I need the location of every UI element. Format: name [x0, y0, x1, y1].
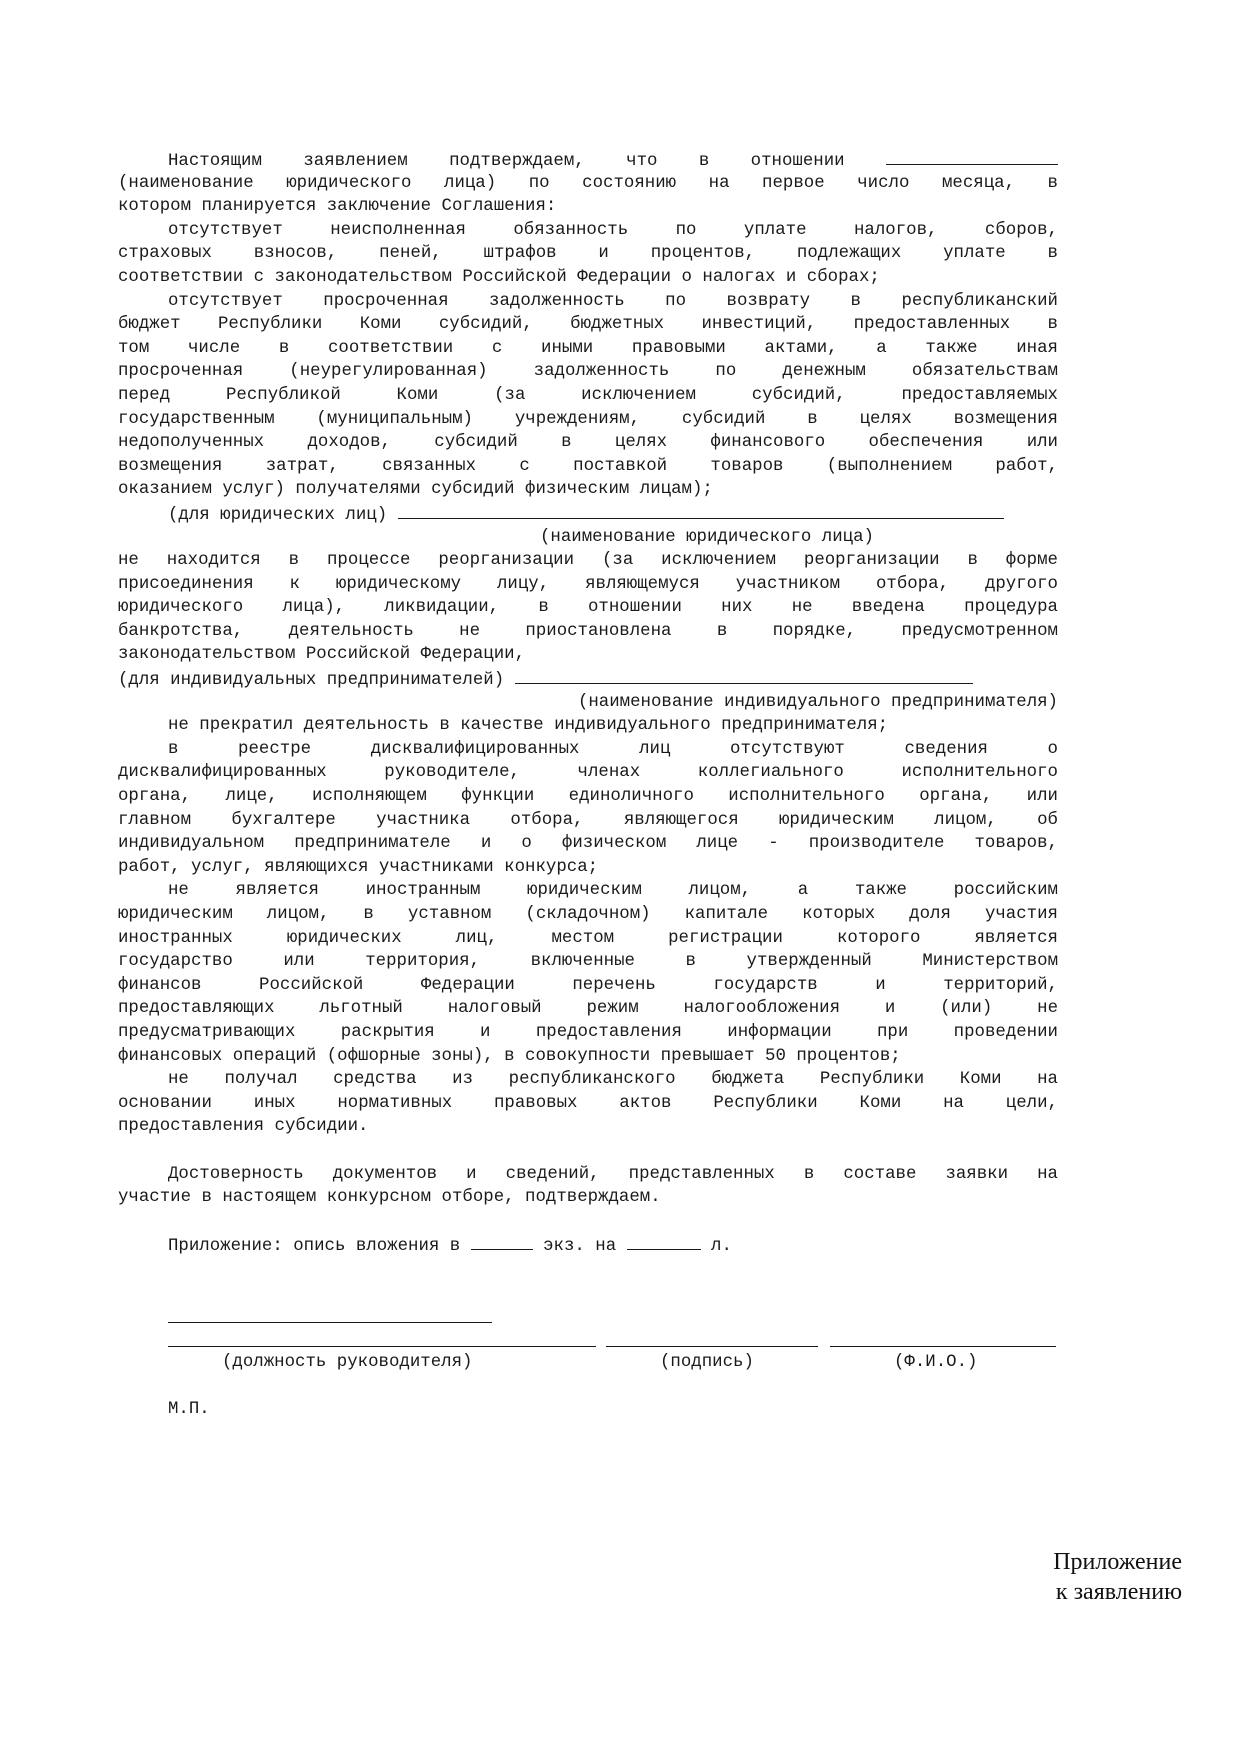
- signature-captions-row: [118, 1351, 1058, 1375]
- text-line: не получал средства из республиканского бюджета Республики Коми на: [168, 1070, 1058, 1090]
- text-line: не находится в процессе реорганизации (за исключением реорганизации в форме: [118, 551, 1058, 571]
- stamp-place: М.П.: [168, 1400, 210, 1420]
- text-line: соответствии с законодательством Российской Федерации о налогах и сборах;: [118, 267, 880, 287]
- entrepreneur-label: (для индивидуальных предпринимателей): [118, 671, 505, 691]
- text-line: оказанием услуг) получателями субсидий физическим лицам);: [118, 480, 713, 500]
- text-line: предусматривающих раскрытия и предоставления информации при проведении: [118, 1022, 1058, 1042]
- text-line: том числе в соответствии с иными правовыми актами, а также иная: [118, 338, 1058, 358]
- signature-line: [606, 1346, 818, 1347]
- legal-entity-label: (для юридических лиц): [168, 505, 388, 525]
- text-line: отсутствует неисполненная обязанность по уплате налогов, сборов,: [168, 220, 1058, 240]
- text-line: финансов Российской Федерации перечень государств и территорий,: [118, 975, 1058, 995]
- text-line: юридическим лицом, в уставном (складочном) капитале которых доля участия: [118, 905, 1058, 924]
- text-line: органа, лице, исполняющем функции единоличного исполнительного органа, или: [118, 787, 1058, 807]
- attachment-label: Приложение: опись вложения в: [168, 1237, 461, 1257]
- text-line: законодательством Российской Федерации,: [118, 645, 526, 665]
- text-line: недополученных доходов, субсидий в целях финансового обеспечения или: [118, 433, 1058, 453]
- attachment-line: [118, 1233, 1058, 1257]
- text-line: котором планируется заключение Соглашения:: [118, 197, 557, 217]
- text-line: страховых взносов, пеней, штрафов и процентов, подлежащих уплате в: [118, 244, 1058, 264]
- text-line: в реестре дисквалифицированных лиц отсутствуют сведения о: [168, 739, 1058, 759]
- signature-lines-row: [118, 1328, 1058, 1352]
- text-line: финансовых операций (офшорные зоны), в совокупности превышает 50 процентов;: [118, 1046, 901, 1066]
- statement-body: [118, 148, 1058, 1422]
- text-line: не является иностранным юридическим лицом, а также российским: [168, 881, 1058, 901]
- position-line: [168, 1346, 596, 1347]
- entrepreneur-name-blank: [515, 667, 973, 684]
- pages-blank: [627, 1233, 701, 1250]
- signature-top-line: [168, 1322, 492, 1323]
- text-line: государство или территория, включенные в утвержденный Министерством: [118, 952, 1058, 972]
- text-line: индивидуальном предпринимателе и о физическом лице - производителе товаров,: [118, 834, 1058, 854]
- text-line: перед Республикой Коми (за исключением субсидий, предоставляемых: [118, 385, 1058, 405]
- entrepreneur-caption: (наименование индивидуального предпринимателя): [577, 692, 1058, 712]
- entity-name-blank: [886, 148, 1058, 165]
- text-line: предоставления субсидии.: [118, 1117, 369, 1137]
- text-line: банкротства, деятельность не приостановлена в порядке, предусмотренном: [118, 621, 1058, 641]
- text-line: государственным (муниципальным) учреждениям, субсидий в целях возмещения: [118, 409, 1058, 429]
- text-line: участие в настоящем конкурсном отборе, подтверждаем.: [118, 1188, 661, 1208]
- position-caption: (должность руководителя): [222, 1353, 473, 1373]
- text-line: работ, услуг, являющихся участниками конкурса;: [118, 857, 599, 877]
- appendix-subtitle: к заявлению: [1055, 1579, 1182, 1605]
- text-line: предоставляющих льготный налоговый режим налогообложения и (или) не: [118, 999, 1058, 1019]
- text-line: юридического лица), ликвидации, в отношении них не введена процедура: [118, 598, 1058, 618]
- entrepreneur-row: [118, 667, 1058, 691]
- text-line: просроченная (неурегулированная) задолженность по денежным обязательствам: [118, 362, 1058, 382]
- text-line: (наименование юридического лица) по состоянию на первое число месяца, в: [118, 173, 1058, 193]
- legal-entity-caption: (наименование юридического лица): [540, 527, 874, 547]
- signature-top-line-row: [118, 1304, 1058, 1328]
- legal-entity-name-blank: [398, 502, 1004, 519]
- statement-intro: [118, 148, 1058, 172]
- text-line: основании иных нормативных правовых актов Республики Коми на цели,: [118, 1093, 1058, 1113]
- text-line: Достоверность документов и сведений, представленных в составе заявки на: [168, 1164, 1058, 1184]
- copies-blank: [471, 1233, 533, 1250]
- name-line: [830, 1346, 1056, 1347]
- text-line: главном бухгалтере участника отбора, являющегося юридическим лицом, об: [118, 810, 1058, 830]
- text-line: иностранных юридических лиц, местом регистрации которого является: [118, 928, 1058, 948]
- copies-label: экз. на: [543, 1237, 617, 1257]
- signature-caption: (подпись): [660, 1353, 754, 1373]
- text-line: не прекратил деятельность в качестве индивидуального предпринимателя;: [168, 716, 889, 736]
- name-caption: (Ф.И.О.): [894, 1353, 978, 1373]
- appendix-heading: [1053, 1547, 1182, 1607]
- text-line: бюджет Республики Коми субсидий, бюджетных инвестиций, предоставленных в: [118, 315, 1058, 335]
- text-line: возмещения затрат, связанных с поставкой товаров (выполнением работ,: [118, 456, 1058, 476]
- intro-text: Настоящим заявлением подтверждаем, что в отношении: [168, 152, 845, 171]
- appendix-title: Приложение: [1053, 1549, 1182, 1575]
- legal-entity-row: [118, 502, 1058, 526]
- text-line: дисквалифицированных руководителе, членах коллегиального исполнительного: [118, 763, 1058, 783]
- text-line: отсутствует просроченная задолженность по возврату в республиканский: [168, 291, 1058, 311]
- pages-label: л.: [711, 1237, 732, 1257]
- text-line: присоединения к юридическому лицу, являющемуся участником отбора, другого: [118, 574, 1058, 594]
